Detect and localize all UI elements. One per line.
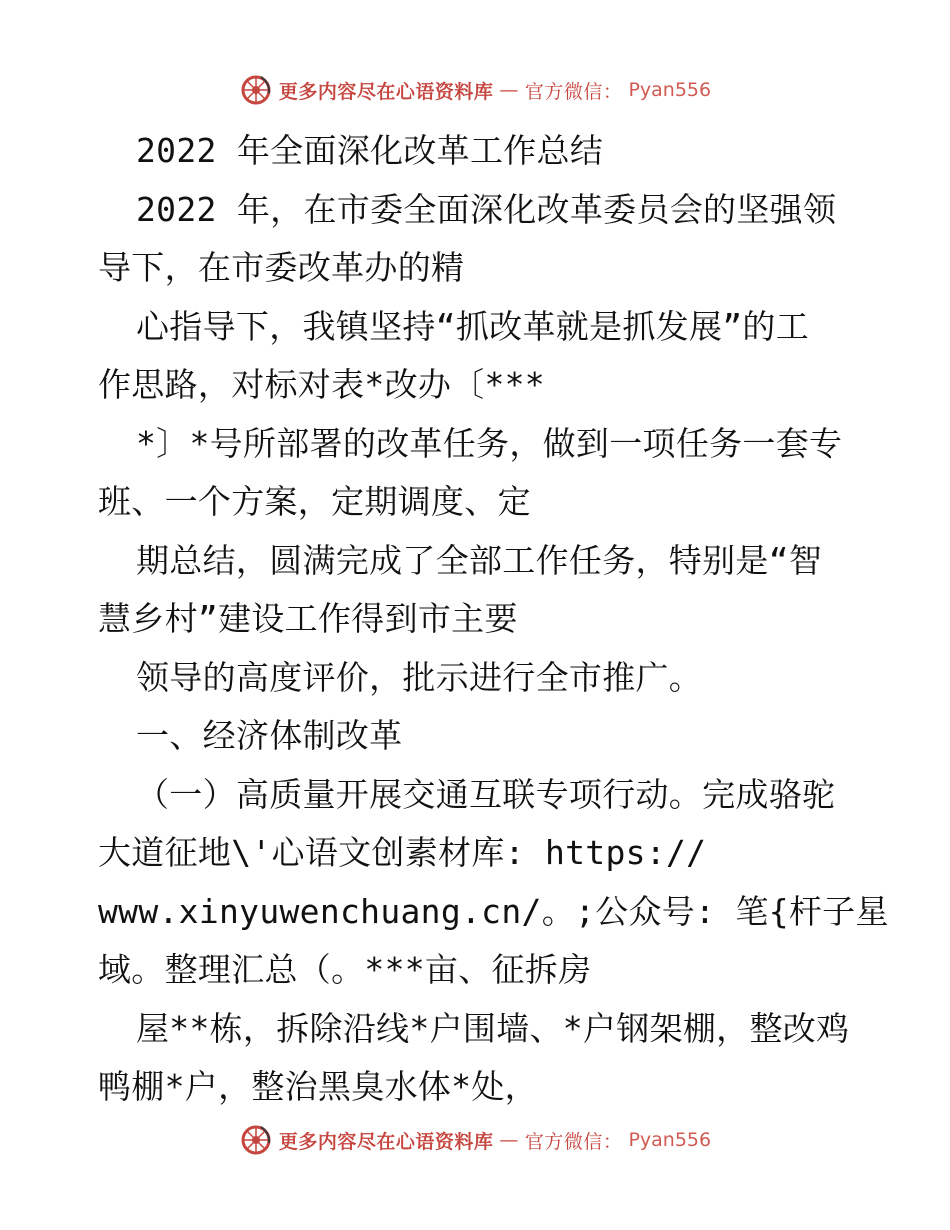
- paragraph-line: www.xinyuwenchuang.cn/。;公众号: 笔{杆子星: [98, 891, 889, 931]
- footer-watermark: [0, 1120, 950, 1160]
- watermark-dash: —: [499, 79, 519, 101]
- watermark-wechat-id: Pyan556: [628, 1129, 712, 1151]
- paragraph-line: 导下，在市委改革办的精: [98, 248, 465, 287]
- watermark-dash: —: [499, 1129, 519, 1151]
- wheel-logo-icon: [239, 73, 273, 107]
- paragraph-line: 作思路，对标对表*改办〔***: [98, 365, 545, 404]
- subsection-heading: （一）高质量开展交通互联专项行动。完成骆驼: [136, 774, 836, 814]
- paragraph-line: 心指导下，我镇坚持“抓改革就是抓发展”的工: [136, 306, 810, 346]
- paragraph-line: 屋**栋，拆除沿线*户围墙、*户钢架棚，整改鸡: [136, 1008, 850, 1048]
- watermark-main-text: 更多内容尽在心语资料库: [278, 80, 494, 103]
- section-heading: 一、经济体制改革: [136, 716, 403, 755]
- paragraph-line: 领导的高度评价，批示进行全市推广。: [136, 657, 703, 697]
- watermark-sub-text: 官方微信：: [524, 1130, 623, 1153]
- watermark-wechat-id: Pyan556: [628, 79, 712, 101]
- paragraph-line: 慧乡村”建设工作得到市主要: [98, 599, 518, 638]
- paragraph-line: 2022 年，在市委全面深化改革委员会的坚强领: [136, 189, 837, 229]
- document-body: [98, 122, 889, 1117]
- paragraph-line: 班、一个方案，定期调度、定: [98, 482, 531, 521]
- watermark-sub-text: 官方微信：: [524, 80, 623, 103]
- paragraph-line: 域。整理汇总（。***亩、征拆房: [98, 950, 592, 989]
- wheel-logo-icon: [239, 1123, 273, 1157]
- document-title: 2022 年全面深化改革工作总结: [136, 131, 604, 170]
- paragraph-line: 期总结，圆满完成了全部工作任务，特别是“智: [136, 540, 823, 580]
- paragraph-line: 鸭棚*户，整治黑臭水体*处，: [98, 1067, 538, 1106]
- header-watermark: [0, 70, 950, 110]
- paragraph-line: 大道征地\'心语文创素材库: https://: [98, 833, 707, 872]
- watermark-main-text: 更多内容尽在心语资料库: [278, 1130, 494, 1153]
- paragraph-line: *〕*号所部署的改革任务，做到一项任务一套专: [136, 423, 843, 463]
